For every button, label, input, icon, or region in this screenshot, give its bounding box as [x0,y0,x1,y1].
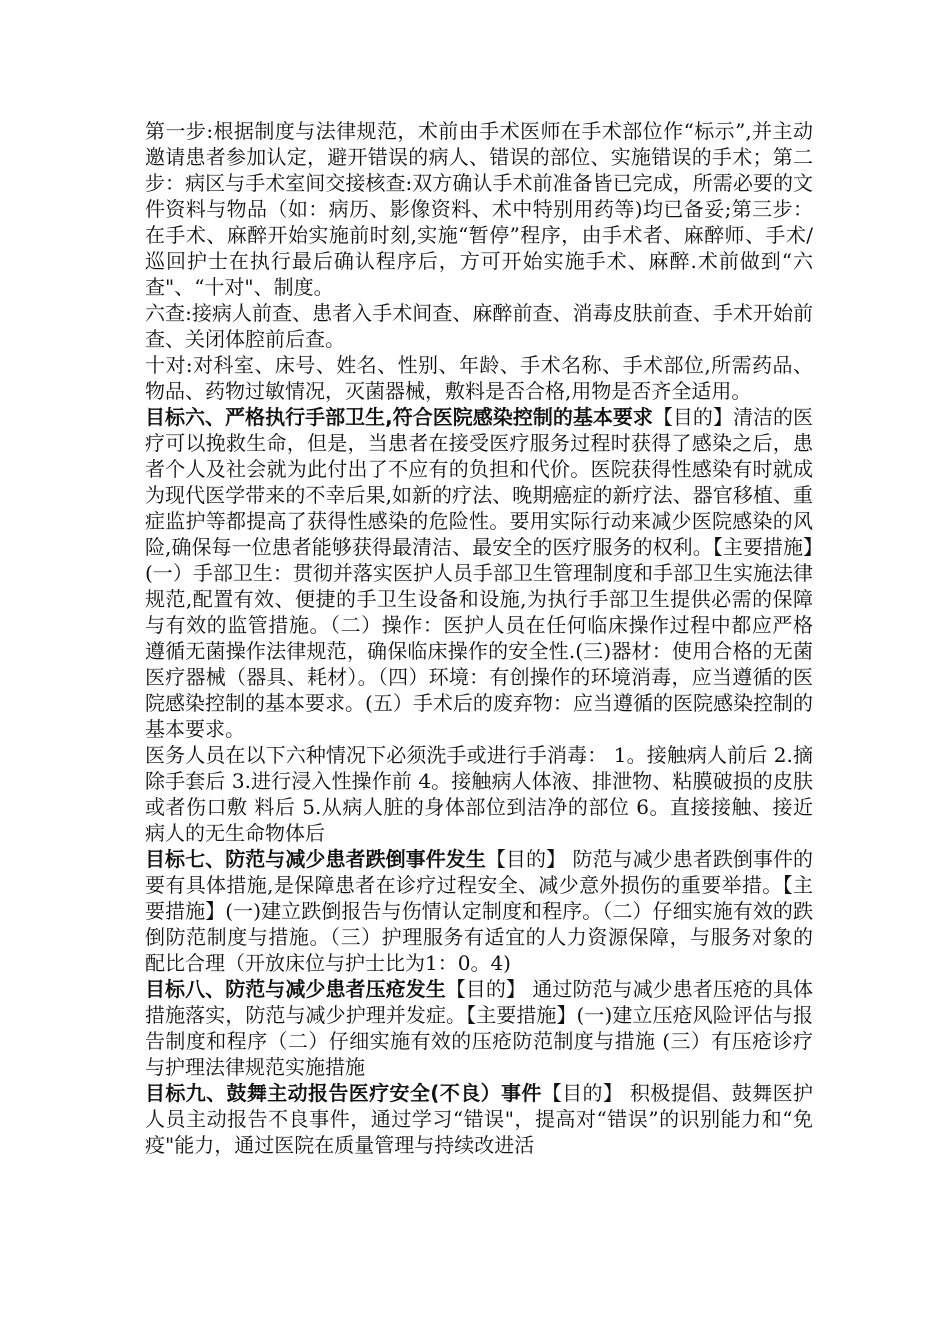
paragraph-goal-nine [145,1080,813,1158]
paragraph-text: 【目的】 防范与减少患者跌倒事件的要有具体措施,是保障患者在诊疗过程安全、减少意外损伤的重要举措。【主要措施】(一)建立跌倒报告与伤情认定制度和程序。（二）仔细实施有效的跌倒防范制度与措施。（三）护理服务有适宜的人力资源保障，与服务对象的配比合理（开放床位与护士比为1：0。4) [145,847,814,975]
paragraph-surgery-steps [145,118,813,300]
section-heading: 目标八、防范与减少患者压疮发生 [145,977,446,1001]
paragraph-goal-six [145,404,813,742]
paragraph-text: 【目的】清洁的医疗可以挽救生命，但是，当患者在接受医疗服务过程时获得了感染之后，患者个人及社会就为此付出了不应有的负担和代价。医院获得性感染有时就成为现代医学带来的不幸后果,如新的疗法、晚期癌症的新疗法、器官移植、重症监护等都提高了获得性感染的危险性。要用实际行动来减少医院感染的风险,确保每一位患者能够获得最清洁、最安全的医疗服务的权利。【主要措施】(一）手部卫生：贯彻并落实医护人员手部卫生管理制度和手部卫生实施法律规范,配置有效、便捷的手卫生设备和设施,为执行手部卫生提供必需的保障与有效的监管措施。（二）操作：医护人员在任何临床操作过程中都应严格遵循无菌操作法律规范，确保临床操作的安全性.(三)器材：使用合格的无菌医疗器械（器具、耗材）。（四）环境：有创操作的环境消毒，应当遵循的医院感染控制的基本要求。(五）手术后的废弃物：应当遵循的医院感染控制的基本要求。 [145,405,813,741]
paragraph-text: 六查:接病人前查、患者入手术间查、麻醉前查、消毒皮肤前查、手术开始前查、关闭体腔前后查。 [145,301,813,351]
document-page [145,118,813,1158]
paragraph-goal-eight [145,976,813,1080]
paragraph-text: 第一步:根据制度与法律规范，术前由手术医师在手术部位作“标示”,并主动邀请患者参加认定，避开错误的病人、错误的部位、实施错误的手术；第二步：病区与手术室间交接核查:双方确认手术前准备皆已完成，所需必要的文件资料与物品（如：病历、影像资料、术中特别用药等)均已备妥;第三步：在手术、麻醉开始实施前时刻,实施“暂停”程序，由手术者、麻醉师、手术/巡回护士在执行最后确认程序后，方可开始实施手术、麻醉.术前做到“六查"、“十对"、制度。 [145,119,813,299]
section-heading: 目标九、鼓舞主动报告医疗安全(不良）事件 [145,1081,542,1105]
paragraph-text: 十对:对科室、床号、姓名、性别、年龄、手术名称、手术部位,所需药品、物品、药物过敏情况，灭菌器械，敷料是否合格,用物是否齐全适用。 [145,353,813,403]
paragraph-text: 【目的】 通过防范与减少患者压疮的具体措施落实，防范与减少护理并发症。【主要措施】(一)建立压疮风险评估与报告制度和程序（二）仔细实施有效的压疮防范制度与措施 (三）有压疮诊疗与护理法律规范实施措施 [145,977,814,1079]
paragraph-ten-verifications [145,352,813,404]
section-heading: 目标六、严格执行手部卫生,符合医院感染控制的基本要求 [145,405,653,429]
paragraph-text: 医务人员在以下六种情况下必须洗手或进行手消毒： 1。接触病人前后 2.摘除手套后 3.进行浸入性操作前 4。接触病人体液、排泄物、粘膜破损的皮肤或者伤口敷 料后 5.从病人脏的身体部位到洁净的部位 6。直接接触、接近病人的无生命物体后 [145,743,813,845]
paragraph-text: 【目的】 积极提倡、鼓舞医护人员主动报告不良事件，通过学习“错误"，提高对“错误”的识别能力和“免疫"能力，通过医院在质量管理与持续改进活 [145,1081,814,1157]
paragraph-six-checks [145,300,813,352]
paragraph-hand-washing [145,742,813,846]
paragraph-goal-seven [145,846,813,976]
section-heading: 目标七、防范与减少患者跌倒事件发生 [145,847,486,871]
